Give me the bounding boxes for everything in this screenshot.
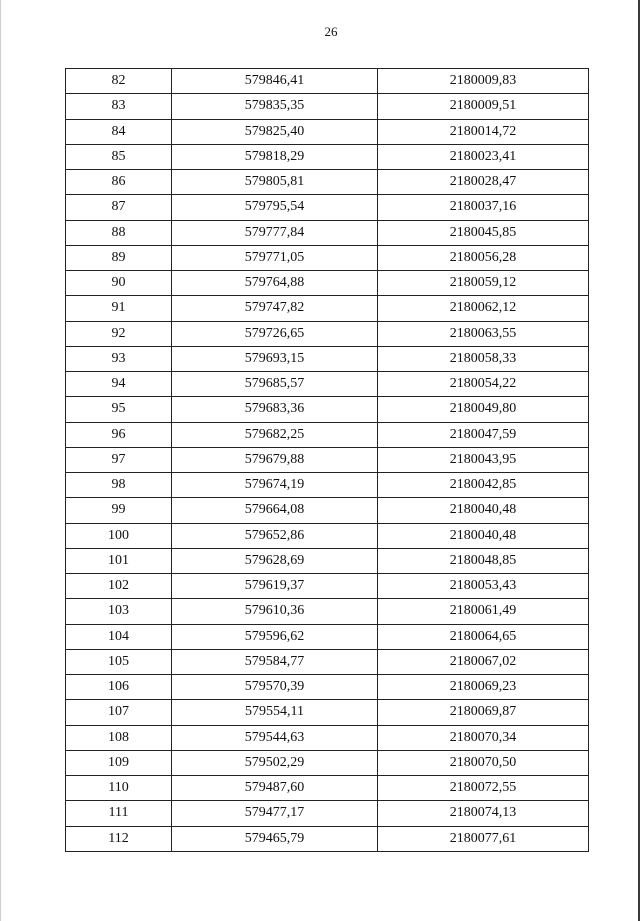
x-coordinate-cell: 579610,36 bbox=[172, 599, 378, 624]
point-number-cell: 88 bbox=[66, 220, 172, 245]
x-coordinate-cell: 579747,82 bbox=[172, 296, 378, 321]
x-coordinate-cell: 579596,62 bbox=[172, 624, 378, 649]
x-coordinate-cell: 579846,41 bbox=[172, 69, 378, 94]
point-number-cell: 84 bbox=[66, 119, 172, 144]
point-number-cell: 110 bbox=[66, 776, 172, 801]
y-coordinate-cell: 2180043,95 bbox=[378, 447, 589, 472]
y-coordinate-cell: 2180045,85 bbox=[378, 220, 589, 245]
point-number-cell: 89 bbox=[66, 245, 172, 270]
point-number-cell: 102 bbox=[66, 574, 172, 599]
y-coordinate-cell: 2180063,55 bbox=[378, 321, 589, 346]
x-coordinate-cell: 579835,35 bbox=[172, 94, 378, 119]
table-row bbox=[66, 271, 589, 296]
x-coordinate-cell: 579674,19 bbox=[172, 473, 378, 498]
point-number-cell: 111 bbox=[66, 801, 172, 826]
table-row bbox=[66, 725, 589, 750]
y-coordinate-cell: 2180040,48 bbox=[378, 523, 589, 548]
table-row bbox=[66, 574, 589, 599]
table-row bbox=[66, 144, 589, 169]
y-coordinate-cell: 2180059,12 bbox=[378, 271, 589, 296]
y-coordinate-cell: 2180069,87 bbox=[378, 700, 589, 725]
x-coordinate-cell: 579628,69 bbox=[172, 548, 378, 573]
table-row bbox=[66, 296, 589, 321]
point-number-cell: 107 bbox=[66, 700, 172, 725]
table-row bbox=[66, 170, 589, 195]
x-coordinate-cell: 579664,08 bbox=[172, 498, 378, 523]
coordinates-table bbox=[65, 68, 589, 852]
x-coordinate-cell: 579487,60 bbox=[172, 776, 378, 801]
x-coordinate-cell: 579805,81 bbox=[172, 170, 378, 195]
x-coordinate-cell: 579570,39 bbox=[172, 675, 378, 700]
table-row bbox=[66, 750, 589, 775]
x-coordinate-cell: 579683,36 bbox=[172, 397, 378, 422]
x-coordinate-cell: 579652,86 bbox=[172, 523, 378, 548]
table-row bbox=[66, 700, 589, 725]
point-number-cell: 92 bbox=[66, 321, 172, 346]
table-row bbox=[66, 372, 589, 397]
point-number-cell: 104 bbox=[66, 624, 172, 649]
point-number-cell: 103 bbox=[66, 599, 172, 624]
table-row bbox=[66, 195, 589, 220]
y-coordinate-cell: 2180009,51 bbox=[378, 94, 589, 119]
y-coordinate-cell: 2180048,85 bbox=[378, 548, 589, 573]
x-coordinate-cell: 579477,17 bbox=[172, 801, 378, 826]
point-number-cell: 112 bbox=[66, 826, 172, 851]
point-number-cell: 90 bbox=[66, 271, 172, 296]
table-row bbox=[66, 119, 589, 144]
point-number-cell: 94 bbox=[66, 372, 172, 397]
y-coordinate-cell: 2180049,80 bbox=[378, 397, 589, 422]
x-coordinate-cell: 579726,65 bbox=[172, 321, 378, 346]
y-coordinate-cell: 2180042,85 bbox=[378, 473, 589, 498]
table-row bbox=[66, 599, 589, 624]
point-number-cell: 95 bbox=[66, 397, 172, 422]
table-row bbox=[66, 447, 589, 472]
table-row bbox=[66, 624, 589, 649]
y-coordinate-cell: 2180037,16 bbox=[378, 195, 589, 220]
point-number-cell: 109 bbox=[66, 750, 172, 775]
x-coordinate-cell: 579619,37 bbox=[172, 574, 378, 599]
point-number-cell: 86 bbox=[66, 170, 172, 195]
y-coordinate-cell: 2180053,43 bbox=[378, 574, 589, 599]
table-row bbox=[66, 776, 589, 801]
y-coordinate-cell: 2180056,28 bbox=[378, 245, 589, 270]
point-number-cell: 83 bbox=[66, 94, 172, 119]
table-row bbox=[66, 649, 589, 674]
y-coordinate-cell: 2180054,22 bbox=[378, 372, 589, 397]
table-row bbox=[66, 548, 589, 573]
y-coordinate-cell: 2180064,65 bbox=[378, 624, 589, 649]
x-coordinate-cell: 579685,57 bbox=[172, 372, 378, 397]
y-coordinate-cell: 2180058,33 bbox=[378, 346, 589, 371]
x-coordinate-cell: 579771,05 bbox=[172, 245, 378, 270]
y-coordinate-cell: 2180062,12 bbox=[378, 296, 589, 321]
table-row bbox=[66, 422, 589, 447]
table-row bbox=[66, 523, 589, 548]
x-coordinate-cell: 579544,63 bbox=[172, 725, 378, 750]
point-number-cell: 105 bbox=[66, 649, 172, 674]
x-coordinate-cell: 579795,54 bbox=[172, 195, 378, 220]
y-coordinate-cell: 2180069,23 bbox=[378, 675, 589, 700]
point-number-cell: 87 bbox=[66, 195, 172, 220]
x-coordinate-cell: 579825,40 bbox=[172, 119, 378, 144]
y-coordinate-cell: 2180061,49 bbox=[378, 599, 589, 624]
y-coordinate-cell: 2180077,61 bbox=[378, 826, 589, 851]
coordinates-table-body bbox=[66, 69, 589, 852]
table-row bbox=[66, 473, 589, 498]
table-row bbox=[66, 346, 589, 371]
point-number-cell: 85 bbox=[66, 144, 172, 169]
point-number-cell: 91 bbox=[66, 296, 172, 321]
table-row bbox=[66, 94, 589, 119]
x-coordinate-cell: 579502,29 bbox=[172, 750, 378, 775]
page-edge-left bbox=[0, 0, 1, 921]
point-number-cell: 97 bbox=[66, 447, 172, 472]
y-coordinate-cell: 2180074,13 bbox=[378, 801, 589, 826]
x-coordinate-cell: 579554,11 bbox=[172, 700, 378, 725]
point-number-cell: 82 bbox=[66, 69, 172, 94]
table-row bbox=[66, 801, 589, 826]
point-number-cell: 101 bbox=[66, 548, 172, 573]
table-row bbox=[66, 69, 589, 94]
y-coordinate-cell: 2180014,72 bbox=[378, 119, 589, 144]
point-number-cell: 108 bbox=[66, 725, 172, 750]
point-number-cell: 106 bbox=[66, 675, 172, 700]
point-number-cell: 99 bbox=[66, 498, 172, 523]
table-row bbox=[66, 826, 589, 851]
y-coordinate-cell: 2180070,50 bbox=[378, 750, 589, 775]
table-row bbox=[66, 675, 589, 700]
y-coordinate-cell: 2180047,59 bbox=[378, 422, 589, 447]
y-coordinate-cell: 2180028,47 bbox=[378, 170, 589, 195]
x-coordinate-cell: 579764,88 bbox=[172, 271, 378, 296]
x-coordinate-cell: 579465,79 bbox=[172, 826, 378, 851]
y-coordinate-cell: 2180067,02 bbox=[378, 649, 589, 674]
x-coordinate-cell: 579777,84 bbox=[172, 220, 378, 245]
x-coordinate-cell: 579682,25 bbox=[172, 422, 378, 447]
point-number-cell: 93 bbox=[66, 346, 172, 371]
table-row bbox=[66, 498, 589, 523]
y-coordinate-cell: 2180040,48 bbox=[378, 498, 589, 523]
table-row bbox=[66, 321, 589, 346]
point-number-cell: 96 bbox=[66, 422, 172, 447]
table-row bbox=[66, 245, 589, 270]
y-coordinate-cell: 2180023,41 bbox=[378, 144, 589, 169]
x-coordinate-cell: 579584,77 bbox=[172, 649, 378, 674]
table-row bbox=[66, 220, 589, 245]
x-coordinate-cell: 579679,88 bbox=[172, 447, 378, 472]
y-coordinate-cell: 2180072,55 bbox=[378, 776, 589, 801]
point-number-cell: 100 bbox=[66, 523, 172, 548]
x-coordinate-cell: 579818,29 bbox=[172, 144, 378, 169]
table-row bbox=[66, 397, 589, 422]
point-number-cell: 98 bbox=[66, 473, 172, 498]
y-coordinate-cell: 2180009,83 bbox=[378, 69, 589, 94]
x-coordinate-cell: 579693,15 bbox=[172, 346, 378, 371]
y-coordinate-cell: 2180070,34 bbox=[378, 725, 589, 750]
page-number: 26 bbox=[324, 24, 338, 39]
